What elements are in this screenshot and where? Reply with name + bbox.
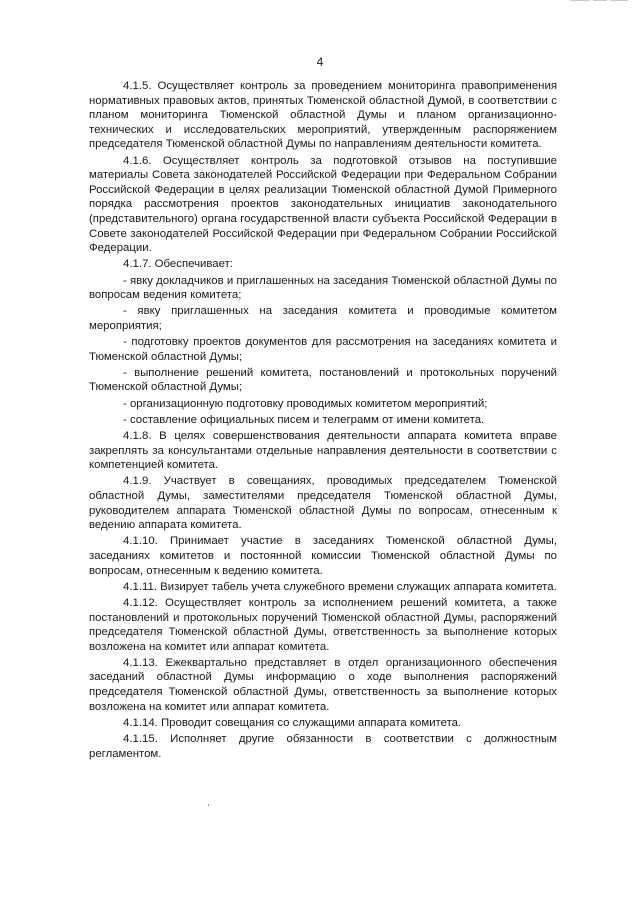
paragraph-4-1-12: 4.1.12. Осуществляет контроль за исполнением решений комитета, а также постановлений и протокольных поручений Тюменской областной Думы, распоряжений председателя Тюменской областной Думы, ответственность за выполнение которых возложена на комитет или аппарат комитета. (89, 596, 557, 653)
list-item: - организационную подготовку проводимых комитетом мероприятий; (123, 397, 488, 410)
paragraph-4-1-14: 4.1.14. Проводит совещания со служащими аппарата комитета. (123, 716, 462, 729)
paragraph-4-1-13: 4.1.13. Ежеквартально представляет в отдел организационного обеспечения заседаний областной Думы информацию о ходе выполнения распоряжений председателя Тюменской областной Думы, ответственность за выполнение которых возложена на комитет или аппарат комитета. (89, 656, 557, 713)
document-body (89, 79, 557, 763)
paragraph-4-1-5: 4.1.5. Осуществляет контроль за проведением мониторинга правоприменения нормативных правовых актов, принятых Тюменской областной Думой, в соответствии с планом мониторинга Тюменской областной Думы и планом организационно-технических и исследовательских мероприятий, утвержденным распоряжением председателя Тюменской областной Думы по направлениям деятельности комитета. (89, 80, 557, 151)
paragraph-4-1-6: 4.1.6. Осуществляет контроль за подготовкой отзывов на поступившие материалы Совета законодателей Российской Федерации при Федеральном Собрании Российской Федерации в целях реализации Тюменской областной Думой Примерного порядка рассмотрения проектов законодательных инициатив законодательного (представительного) органа государственной власти субъекта Российской Федерации в Совете законодателей Российской Федерации при Федеральном Собрании Российской Федерации. (89, 154, 557, 255)
scan-mark (570, 0, 640, 3)
paragraph-4-1-7: 4.1.7. Обеспечивает: (123, 258, 233, 271)
list-item: - составление официальных писем и телеграмм от имени комитета. (123, 413, 485, 426)
page-number: 4 (316, 55, 324, 69)
list-item: - выполнение решений комитета, постановлений и протокольных поручений Тюменской областной Думы; (89, 366, 557, 394)
paragraph-4-1-11: 4.1.11. Визирует табель учета служебного времени служащих аппарата комитета. (123, 580, 557, 593)
paragraph-4-1-15: 4.1.15. Исполняет другие обязанности в соответствии с должностным регламентом. (89, 733, 557, 760)
paragraph-4-1-8: 4.1.8. В целях совершенствования деятельности аппарата комитета вправе закреплять за консультантами отдельные направления деятельности в соответствии с компетенцией комитета. (89, 430, 557, 472)
list-item: - явку докладчиков и приглашенных на заседания Тюменской областной Думы по вопросам ведения комитета; (89, 274, 557, 302)
paragraph-4-1-10: 4.1.10. Принимает участие в заседаниях Тюменской областной Думы, заседаниях комитетов и постоянной комиссии Тюменской областной Думы по вопросам, отнесенным к ведению комитета. (89, 535, 557, 577)
scan-speck (208, 804, 209, 806)
list-item: - явку приглашенных на заседания комитета и проводимые комитетом мероприятия; (89, 305, 557, 332)
paragraph-4-1-9: 4.1.9. Участвует в совещаниях, проводимых председателем Тюменской областной Думы, заместителями председателя Тюменской областной Думы, руководителем аппарата Тюменской областной Думы по вопросам, отнесенным к ведению аппарата комитета. (89, 475, 557, 532)
list-item: - подготовку проектов документов для рассмотрения на заседаниях комитета и Тюменской областной Думы; (89, 336, 557, 363)
